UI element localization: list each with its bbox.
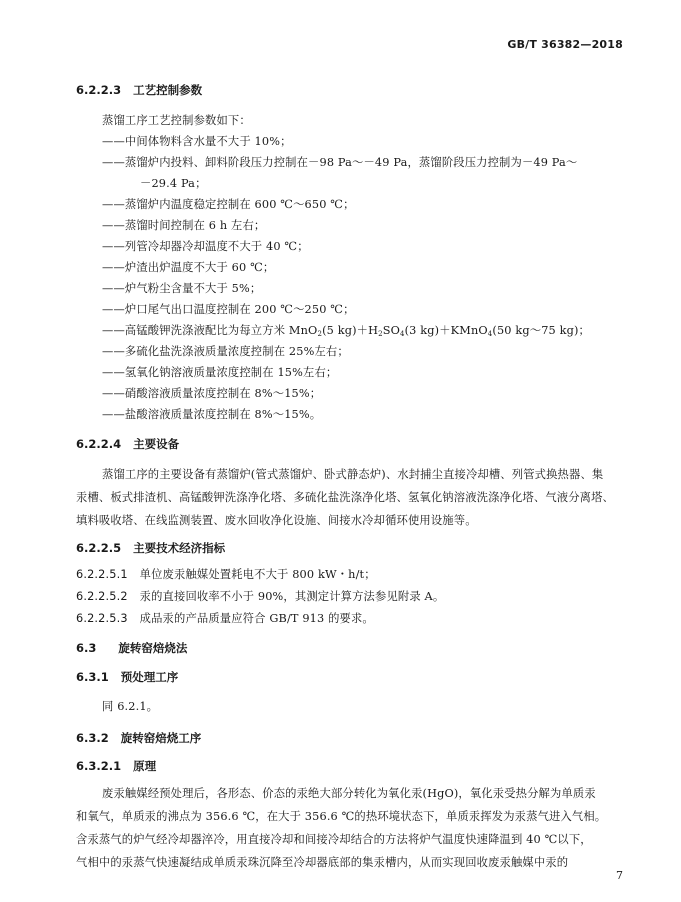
section-title: 原理 bbox=[133, 759, 157, 773]
section-heading-6-2-2-5 bbox=[76, 540, 225, 556]
clause-number: 6.2.2.5.1 bbox=[76, 568, 128, 581]
list-item: ——炉渣出炉温度不大于 60 ℃； bbox=[102, 261, 275, 274]
clause-6-2-2-5-2 bbox=[76, 588, 444, 604]
section-heading-6-3-2-1 bbox=[76, 758, 156, 774]
section-heading-6-2-2-4 bbox=[76, 436, 179, 452]
section-number: 6.2.2.4 bbox=[76, 437, 122, 451]
clause-text: 单位废汞触媒处置耗电不大于 800 kW・h/t； bbox=[139, 568, 376, 581]
list-item: ——中间体物料含水量不大于 10%； bbox=[102, 135, 292, 148]
subscript: 4 bbox=[487, 330, 493, 338]
list-item-formula bbox=[102, 322, 590, 338]
page-number: 7 bbox=[616, 869, 623, 882]
list-item: ——列管冷却器冷却温度不大于 40 ℃； bbox=[102, 240, 309, 253]
section-title: 预处理工序 bbox=[120, 670, 179, 684]
section-title: 工艺控制参数 bbox=[133, 83, 203, 97]
paragraph-line: 汞槽、板式排渣机、高锰酸钾洗涤净化塔、多硫化盐洗涤净化塔、氢氧化钠溶液洗涤净化塔、气液分离塔、 bbox=[76, 491, 615, 504]
list-item: ——炉口尾气出口温度控制在 200 ℃～250 ℃； bbox=[102, 303, 355, 316]
paragraph: 蒸馏工序工艺控制参数如下： bbox=[102, 114, 251, 127]
formula-part: (5 kg)＋H bbox=[322, 324, 379, 337]
section-number: 6.3.2 bbox=[76, 731, 109, 745]
paragraph-line: 和氧气，单质汞的沸点为 356.6 ℃，在大于 356.6 ℃的热环境状态下，单质汞挥发为汞蒸气进入气相。 bbox=[76, 810, 607, 823]
list-item: ——蒸馏炉内投料、卸料阶段压力控制在－98 Pa～－49 Pa，蒸馏阶段压力控制为－49 Pa～ bbox=[102, 156, 578, 169]
list-item: ——蒸馏炉内温度稳定控制在 600 ℃～650 ℃； bbox=[102, 198, 355, 211]
section-heading-6-3-1 bbox=[76, 669, 178, 685]
standard-number: GB/T 36382—2018 bbox=[507, 38, 623, 51]
clause-number: 6.2.2.5.2 bbox=[76, 590, 128, 603]
list-item: ——蒸馏时间控制在 6 h 左右； bbox=[102, 219, 266, 232]
section-heading-6-3-2 bbox=[76, 730, 201, 746]
formula-part: SO bbox=[382, 324, 401, 337]
clause-text: 汞的直接回收率不小于 90%，其测定计算方法参见附录 A。 bbox=[139, 590, 445, 603]
clause-text: 成品汞的产品质量应符合 GB/T 913 的要求。 bbox=[139, 612, 374, 625]
clause-6-2-2-5-3 bbox=[76, 610, 374, 626]
paragraph-line: 含汞蒸气的炉气经冷却器淬冷，用直接冷却和间接冷却结合的方法将炉气温度快速降温到 40 ℃以下， bbox=[76, 833, 592, 846]
section-number: 6.3.2.1 bbox=[76, 759, 122, 773]
list-item: ——多硫化盐洗涤液质量浓度控制在 25%左右； bbox=[102, 345, 349, 358]
section-title: 旋转窑焙烧法 bbox=[118, 641, 188, 655]
list-item: ——盐酸溶液质量浓度控制在 8%～15%。 bbox=[102, 408, 322, 421]
list-item-continuation: －29.4 Pa； bbox=[140, 177, 207, 190]
list-item: ——炉气粉尘含量不大于 5%； bbox=[102, 282, 262, 295]
paragraph-line: 气相中的汞蒸气快速凝结成单质汞珠沉降至冷却器底部的集汞槽内，从而实现回收废汞触媒中汞的 bbox=[76, 856, 569, 869]
section-heading-6-2-2-3 bbox=[76, 82, 202, 98]
subscript: 2 bbox=[317, 330, 323, 338]
section-title: 旋转窑焙烧工序 bbox=[120, 731, 202, 745]
list-item: ——硝酸溶液质量浓度控制在 8%～15%； bbox=[102, 387, 322, 400]
paragraph-line: 填料吸收塔、在线监测装置、废水回收净化设施、间接水冷却循环使用设施等。 bbox=[76, 514, 477, 527]
clause-number: 6.2.2.5.3 bbox=[76, 612, 128, 625]
section-title: 主要技术经济指标 bbox=[133, 541, 226, 555]
formula-part: (50 kg～75 kg)； bbox=[492, 324, 591, 337]
section-number: 6.3 bbox=[76, 641, 97, 655]
section-heading-6-3 bbox=[76, 640, 187, 656]
paragraph: 同 6.2.1。 bbox=[102, 700, 159, 713]
paragraph-line: 蒸馏工序的主要设备有蒸馏炉(管式蒸馏炉、卧式静态炉)、水封捕尘直接冷却槽、列管式换热器、集 bbox=[102, 468, 604, 481]
formula-part: (3 kg)＋KMnO bbox=[404, 324, 488, 337]
subscript: 2 bbox=[378, 330, 383, 338]
clause-6-2-2-5-1 bbox=[76, 566, 376, 582]
formula-prefix: ——高锰酸钾洗涤液配比为每立方米 MnO bbox=[102, 324, 318, 337]
section-number: 6.2.2.3 bbox=[76, 83, 122, 97]
paragraph-line: 废汞触媒经预处理后，各形态、价态的汞绝大部分转化为氧化汞(HgO)，氧化汞受热分解为单质汞 bbox=[102, 787, 596, 800]
section-number: 6.3.1 bbox=[76, 670, 109, 684]
subscript: 4 bbox=[400, 330, 405, 338]
list-item: ——氢氧化钠溶液质量浓度控制在 15%左右； bbox=[102, 366, 338, 379]
section-title: 主要设备 bbox=[133, 437, 180, 451]
section-number: 6.2.2.5 bbox=[76, 541, 122, 555]
